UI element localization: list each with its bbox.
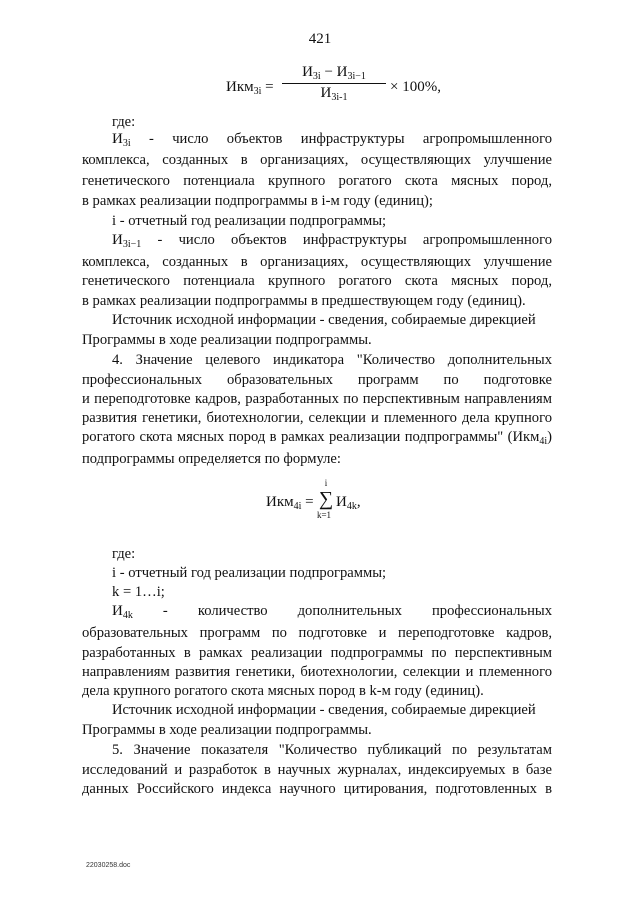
formula-lhs: Икм$_{4i}$ = bbox=[266, 494, 314, 512]
formula-fraction bbox=[282, 64, 386, 102]
i-definition: i - отчетный год реализации подпрограммы; bbox=[112, 213, 387, 229]
source-note: Источник исходной информации - сведения, собираемые дирекцией bbox=[112, 702, 536, 718]
text-line: Программы в ходе реализации подпрограммы. bbox=[82, 332, 372, 348]
text-line: профессиональных образовательных программ по подготовке bbox=[82, 372, 552, 388]
text-line: в рамках реализации подпрограммы в i-м году (единиц); bbox=[82, 193, 433, 209]
text-line: направлениям развития генетики, биотехнологии, селекции и племенного bbox=[82, 664, 552, 680]
text-line: и переподготовке кадров, разработанных по перспективным направлениям bbox=[82, 391, 552, 407]
fraction-bar bbox=[282, 83, 386, 84]
k-definition: k = 1…i; bbox=[112, 584, 165, 600]
text-line: подпрограммы определяется по формуле: bbox=[82, 451, 341, 467]
formula-lhs: Икм$_{3i}$ = bbox=[226, 79, 274, 97]
text-line: в рамках реализации подпрограммы в предшествующем году (единиц). bbox=[82, 293, 526, 309]
text-line: Программы в ходе реализации подпрограммы. bbox=[82, 722, 372, 738]
text-line: данных Российского индекса научного цитирования, подготовленных в bbox=[82, 781, 552, 797]
text-line: рогатого скота мясных пород в рамках реализации подпрограммы" (Икм$_{4i}$) bbox=[82, 429, 552, 447]
where-label: где: bbox=[112, 546, 136, 562]
summation bbox=[318, 478, 334, 520]
sum-upper-limit: i bbox=[324, 478, 328, 488]
text-line: дела крупного рогатого скота мясных пород в k-м году (единиц). bbox=[82, 683, 484, 699]
where-label: где: bbox=[112, 114, 136, 130]
footer-filename: 22030258.doc bbox=[86, 862, 131, 869]
formula-denominator: $И_{3i-1}$ bbox=[320, 85, 348, 103]
paragraph-5-first-line: 5. Значение показателя "Количество публикаций по результатам bbox=[112, 742, 552, 758]
sum-lower-limit: k=1 bbox=[316, 510, 332, 520]
page-number: 421 bbox=[308, 31, 332, 47]
text-line: исследований и разработок в научных журналах, индексируемых в базе bbox=[82, 762, 552, 778]
text-line: комплекса, созданных в организациях, осуществляющих улучшение bbox=[82, 254, 552, 270]
formula-multiplier: × 100%, bbox=[390, 79, 441, 95]
definition-i4k-first-line: $И_{4k}$ - количество дополнительных профессиональных bbox=[112, 603, 552, 621]
definition-i3i-1-first-line: $И_{3i-1}$ - число объектов инфраструктуры агропромышленного bbox=[112, 232, 552, 250]
i-definition: i - отчетный год реализации подпрограммы; bbox=[112, 565, 387, 581]
text-line: генетического потенциала крупного рогатого скота мясных пород, bbox=[82, 173, 552, 189]
text-line: развития генетики, биотехнологии, селекции и племенного дела крупного bbox=[82, 410, 552, 426]
text-line: комплекса, созданных в организациях, осуществляющих улучшение bbox=[82, 152, 552, 168]
source-note: Источник исходной информации - сведения, собираемые дирекцией bbox=[112, 312, 536, 328]
formula-term: $И_{4k}$, bbox=[336, 494, 361, 512]
paragraph-4-first-line: 4. Значение целевого индикатора "Количество дополнительных bbox=[112, 352, 552, 368]
formula-numerator: $И_{3i} - И_{3i-1}$ bbox=[302, 64, 366, 82]
text-line: образовательных программ по подготовке и переподготовке кадров, bbox=[82, 625, 552, 641]
definition-i3i-first-line: $И_{3i}$ - число объектов инфраструктуры агропромышленного bbox=[112, 131, 552, 149]
text-line: разработанных в рамках реализации подпрограммы по перспективным bbox=[82, 645, 552, 661]
sigma-symbol: ∑ bbox=[318, 488, 334, 510]
text-line: генетического потенциала крупного рогатого скота мясных пород, bbox=[82, 273, 552, 289]
